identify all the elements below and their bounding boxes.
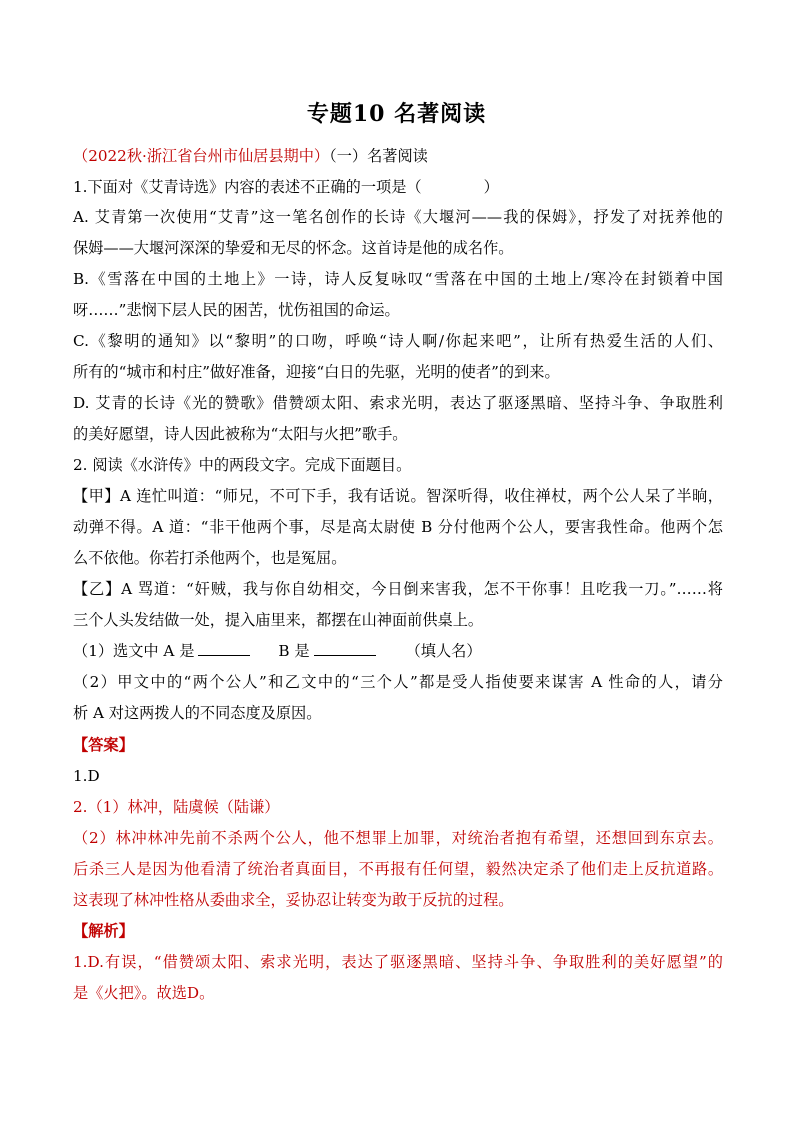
- answer-blank-a[interactable]: [198, 641, 250, 656]
- analysis-heading: 【解析】: [73, 922, 134, 940]
- analysis-1-line2: 是《火把》。故选D。: [73, 984, 215, 1002]
- q1-option-b-line1: B.《雪落在中国的土地上》一诗，诗人反复咏叹“雪落在中国的土地上/寒冷在封锁着中国: [73, 270, 723, 288]
- q2-passage-yi-line2: 三个人头发结做一处，提入庙里来，都摆在山神面前供桌上。: [73, 611, 484, 629]
- answer-blank-b[interactable]: [314, 641, 376, 656]
- q1-option-c-line1: C.《黎明的通知》以“黎明”的口吻，呼唤“诗人啊/你起来吧”，让所有热爱生活的人们、: [73, 332, 723, 350]
- q2-sub1-mid: B 是: [278, 642, 310, 660]
- answer-1: 1.D: [73, 767, 100, 785]
- q2-passage-jia-line2: 动弹不得。A 道：“非干他两个事，尽是高太尉使 B 分付他两个公人，要害我性命。他两个怎: [73, 518, 723, 536]
- section-label: （一）名著阅读: [329, 147, 428, 165]
- answer-2-sub2-line2: 后杀三人是因为他看清了统治者真面目，不再报有任何望，毅然决定杀了他们走上反抗道路。: [73, 860, 723, 878]
- q2-passage-jia-line3: 么不依他。你若打杀他两个，也是冤屈。: [73, 549, 347, 567]
- q2-sub2-line2: 析 A 对这两拨人的不同态度及原因。: [73, 704, 322, 722]
- page-title: 专题10 名著阅读: [306, 101, 487, 127]
- q1-option-c-line2: 所有的“城市和村庄”做好准备，迎接“白日的先驱，光明的使者”的到来。: [73, 363, 560, 381]
- q1-option-a-line2: 保姆——大堰河深深的挚爱和无尽的怀念。这首诗是他的成名作。: [73, 239, 514, 257]
- q2-sub1-suffix: （填人名）: [405, 642, 482, 660]
- q1-option-d-line2: 的美好愿望，诗人因此被称为“太阳与火把”歌手。: [73, 425, 408, 443]
- q2-stem: 2. 阅读《水浒传》中的两段文字。完成下面题目。: [73, 456, 412, 474]
- answer-2-sub2-line1: （2）林冲林冲先前不杀两个公人，他不想罪上加罪，对统治者抱有希望，还想回到东京去。: [73, 829, 723, 847]
- q1-stem-close: ）: [483, 178, 499, 196]
- source-line: [73, 146, 723, 166]
- q1-stem-text: 1.下面对《艾青诗选》内容的表述不正确的一项是（: [73, 178, 422, 196]
- q1-option-d-line1: D. 艾青的长诗《光的赞歌》借赞颂太阳、索求光明，表达了驱逐黑暗、坚持斗争、争取胜利: [73, 394, 723, 412]
- q1-option-b-line2: 呀……”悲悯下层人民的困苦，忧伤祖国的命运。: [73, 301, 400, 319]
- q2-sub1-prefix: （1）选文中 A 是: [73, 642, 195, 660]
- answer-heading: 【答案】: [73, 736, 134, 754]
- q2-passage-yi-line1: 【乙】A 骂道：“奸贼，我与你自幼相交，今日倒来害我，怎不干你事！且吃我一刀。”……将: [73, 580, 723, 598]
- answer-2-sub1: 2.（1）林冲，陆虞候（陆谦）: [73, 798, 280, 816]
- q2-sub2-line1: （2）甲文中的“两个公人”和乙文中的“三个人”都是受人指使要来谋害 A 性命的人，请分: [73, 673, 723, 691]
- answer-2-sub2-line3: 这表现了林冲性格从委曲求全，妥协忍让转变为敢于反抗的过程。: [73, 891, 514, 909]
- exam-source: （2022秋·浙江省台州市仙居县期中）: [73, 147, 330, 165]
- q1-option-a-line1: A. 艾青第一次使用“艾青”这一笔名创作的长诗《大堰河——我的保姆》，抒发了对抚养他的: [73, 208, 723, 226]
- analysis-1-line1: 1.D.有误，“借赞颂太阳、索求光明，表达了驱逐黑暗、坚持斗争、争取胜利的美好愿望”的: [73, 953, 723, 971]
- q1-stem: [73, 177, 723, 197]
- q2-sub1: [73, 641, 723, 661]
- q2-passage-jia-line1: 【甲】A 连忙叫道：“师兄，不可下手，我有话说。智深听得，收住禅杖，两个公人呆了半晌，: [73, 487, 723, 505]
